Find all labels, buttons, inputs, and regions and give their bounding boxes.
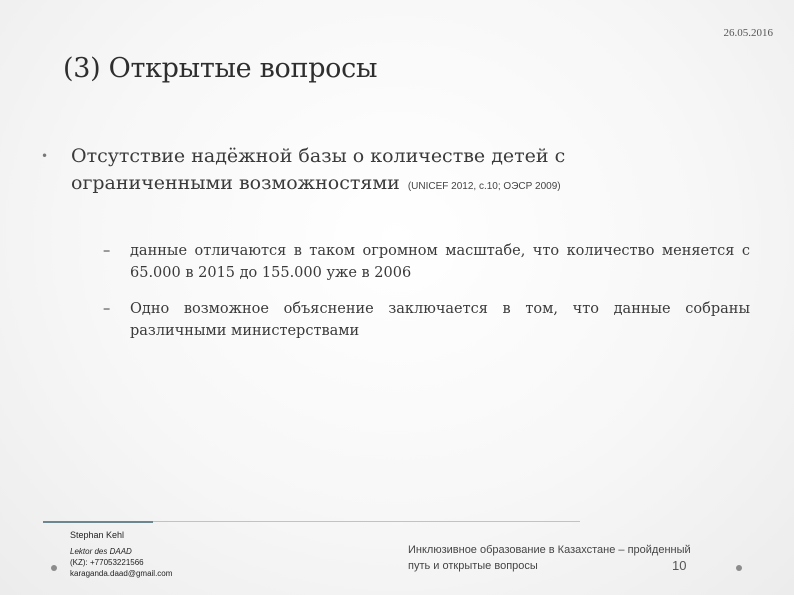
- bullet-text: Отсутствие надёжной базы о количестве детей с ограниченными возможностями: [71, 145, 566, 194]
- author-name: Stephan Kehl: [70, 530, 125, 540]
- sub-point-text: данные отличаются в таком огромном масштабе, что количество меняется с 65.000 в 2015 до 155.000 уже в 2006: [130, 243, 750, 281]
- sub-point-1: [103, 240, 750, 284]
- slide-date: 26.05.2016: [723, 27, 773, 39]
- sub-point-dash: –: [103, 301, 111, 317]
- page-number: 10: [672, 558, 687, 573]
- footer-divider-accent: [43, 521, 153, 523]
- main-bullet: [41, 143, 687, 200]
- sub-point-2: [103, 298, 750, 342]
- bullet-citation: (UNICEF 2012, с.10; ОЭСР 2009): [407, 181, 561, 192]
- decorative-dot-right: [736, 565, 742, 571]
- author-phone: (KZ): +77053221566: [70, 558, 144, 567]
- sub-point-dash: –: [103, 243, 111, 259]
- bullet-text-block: [47, 143, 687, 200]
- bullet-marker: •: [41, 149, 49, 163]
- decorative-dot-left: [51, 565, 57, 571]
- slide-title: (3) Открытые вопросы: [63, 53, 378, 84]
- author-email: karaganda.daad@gmail.com: [70, 569, 173, 578]
- author-block: [70, 530, 172, 579]
- sub-point-text: Одно возможное объяснение заключается в том, что данные собраны различными министерствами: [130, 301, 750, 339]
- footer-presentation-title: Инклюзивное образование в Казахстане – пройденный путь и открытые вопросы: [408, 544, 691, 572]
- author-role: Lektor des DAAD: [70, 547, 132, 556]
